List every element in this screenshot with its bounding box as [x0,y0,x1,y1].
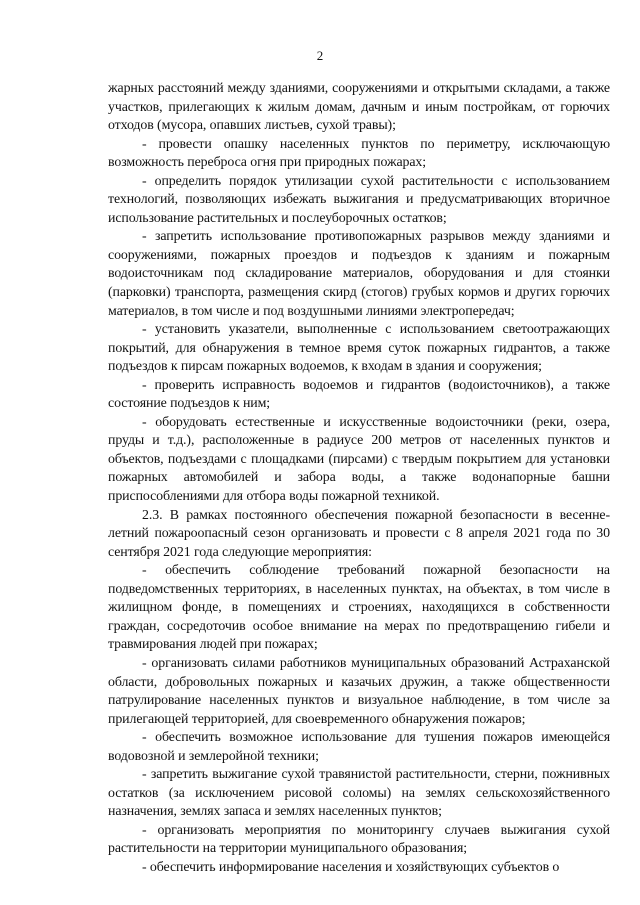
paragraph-informing: - обеспечить информирование населения и хозяйствующих субъектов о [142,859,560,875]
paragraph-signs: - установить указатели, выполненные с использованием светоотражающих покрытий, для обнаружения в темное время суток пожарных гидрантов, а также подъездов к пирсам пожарных водоемов, к входам в здания и сооружения; [108,322,610,375]
paragraph-disposal: - определить порядок утилизации сухой растительности с использованием технологий, позволяющих избежать выжигания и предусматривающих вторичное использование растительных и послеуборочных остатков; [108,173,610,226]
paragraph-plowing: - провести опашку населенных пунктов по периметру, исключающую возможность переброса огня при природных пожарах; [108,136,610,171]
paragraph-safety-requirements: - обеспечить соблюдение требований пожарной безопасности на подведомственных территориях, в населенных пунктах, на объектах, в том числе в жилищном фонде, в помещениях и строениях, находящихся в собственности граждан, сосредоточив особое внимание на мерах по предотвращению гибели и травмирования людей при пожарах; [108,563,610,653]
paragraph-hydrants: - проверить исправность водоемов и гидрантов (водоисточников), а также состояние подъездов к ним; [108,377,610,412]
paragraph-water-sources: - оборудовать естественные и искусственные водоисточники (реки, озера, пруды и т.д.), расположенные в радиусе 200 метров от населенных пунктов и объектов, подъездами с площадками (пирсами) с твердым покрытием для установки пожарных автомобилей и забора воды, а также водонапорные башни приспособлениями для отбора воды пожарной техникой. [108,414,610,505]
paragraph-machinery: - обеспечить возможное использование для тушения пожаров имеющейся водовозной и землеройной техники; [108,730,610,764]
document-body [108,80,610,878]
paragraph-burning-ban: - запретить выжигание сухой травянистой растительности, стерни, пожнивных остатков (за исключением рисовой соломы) на землях сельскохозяйственного назначения, землях запаса и землях населенных пунктов; [108,767,610,820]
page-number: 2 [316,48,324,63]
paragraph-section-2-3: 2.3. В рамках постоянного обеспечения пожарной безопасности в весенне-летний пожароопасный сезон организовать и провести с 8 апреля 2021 года по 30 сентября 2021 года следующие мероприятия: [108,507,610,560]
paragraph-continuation: жарных расстояний между зданиями, сооружениями и открытыми складами, а также участков, прилегающих к жилым домам, дачным и иным постройкам, от горючих отходов (мусора, опавших листьев, сухой травы); [108,81,610,134]
paragraph-patrols: - организовать силами работников муниципальных образований Астраханской области, добровольных пожарных и казачьих дружин, а также общественности патрулирование населенных пунктов и визуальное наблюдение, в том числе за прилегающей территорией, для своевременного обнаружения пожаров; [108,655,610,727]
paragraph-monitoring: - организовать мероприятия по мониторингу случаев выжигания сухой растительности на территории муниципального образования; [108,822,610,857]
paragraph-firebreaks: - запретить использование противопожарных разрывов между зданиями и сооружениями, пожарных проездов и подъездов к зданиям и пожарным водоисточникам под складирование материалов, оборудования и для стоянки (парковки) транспорта, размещения скирд (стогов) грубых кормов и других горючих материалов, в том числе и под воздушными линиями электропередач; [108,229,610,319]
